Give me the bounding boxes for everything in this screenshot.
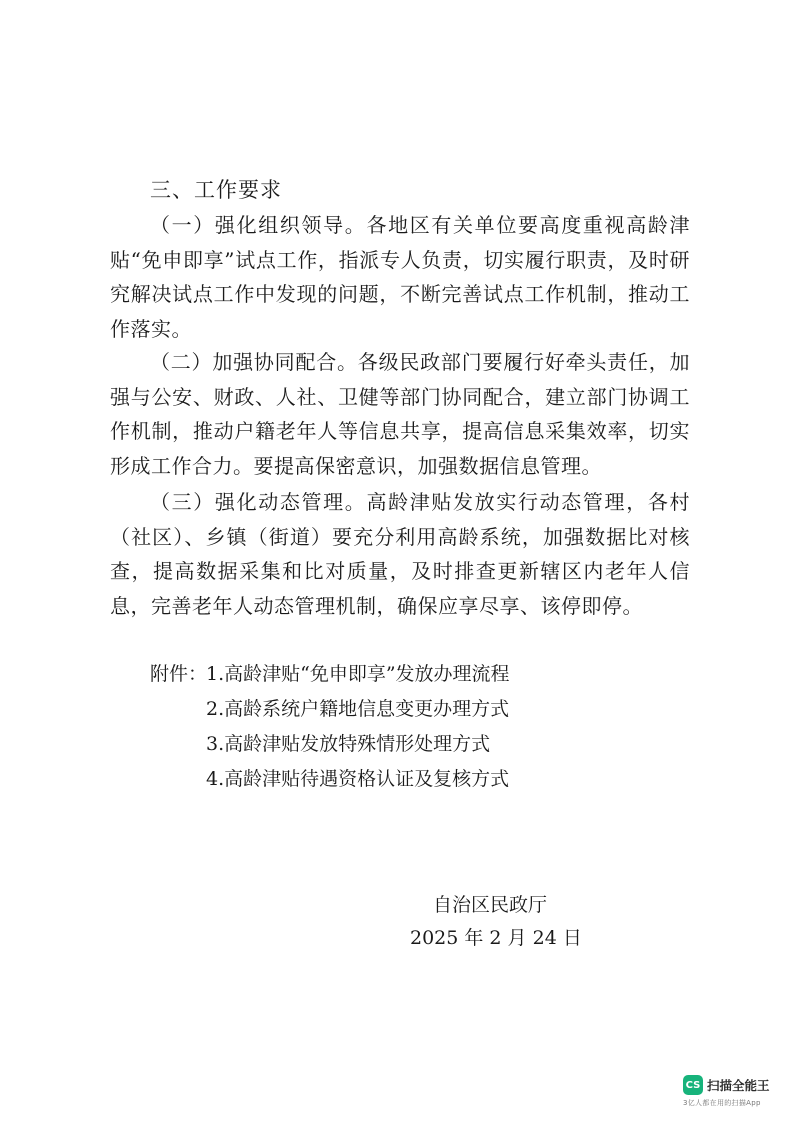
attachments-list (150, 657, 510, 797)
watermark-title: 扫描全能王 (707, 1078, 770, 1093)
paragraph-coordination: （二）加强协同配合。各级民政部门要履行好牵头责任，加强与公安、财政、人社、卫健等部门协同配合，建立部门协调工作机制，推动户籍老年人等信息共享，提高信息采集效率，切实形成工作合力。要提高保密意识，加强数据信息管理。 (110, 350, 690, 478)
attachment-item: 2.高龄系统户籍地信息变更办理方式 (206, 698, 510, 720)
signature-org: 自治区民政厅 (432, 894, 547, 916)
attachment-row (150, 657, 510, 692)
attachments-label: 附件： (150, 663, 208, 685)
attachment-item: 3.高龄津贴发放特殊情形处理方式 (206, 733, 491, 755)
attachment-item: 1.高龄津贴“免申即享”发放办理流程 (206, 663, 510, 685)
section-title: 三、工作要求 (150, 178, 282, 202)
watermark-subtitle: 3亿人都在用的扫描App (683, 1099, 761, 1107)
camscanner-watermark (683, 1075, 783, 1108)
attachment-row (150, 692, 510, 727)
paragraph-dynamic-management: （三）强化动态管理。高龄津贴发放实行动态管理，各村（社区）、乡镇（街道）要充分利用高龄系统，加强数据比对核查，提高数据采集和比对质量，及时排查更新辖区内老年人信息，完善老年人动态管理机制，确保应享尽享、该停即停。 (110, 490, 690, 618)
paragraph-organization-leadership: （一）强化组织领导。各地区有关单位要高度重视高龄津贴“免申即享”试点工作，指派专人负责，切实履行职责，及时研究解决试点工作中发现的问题，不断完善试点工作机制，推动工作落实。 (110, 213, 690, 341)
attachment-item: 4.高龄津贴待遇资格认证及复核方式 (206, 768, 510, 790)
signature-date: 2025 年 2 月 24 日 (410, 927, 582, 949)
attachment-row (150, 727, 510, 762)
camscanner-logo-icon: CS (683, 1075, 703, 1095)
attachment-row (150, 762, 510, 797)
